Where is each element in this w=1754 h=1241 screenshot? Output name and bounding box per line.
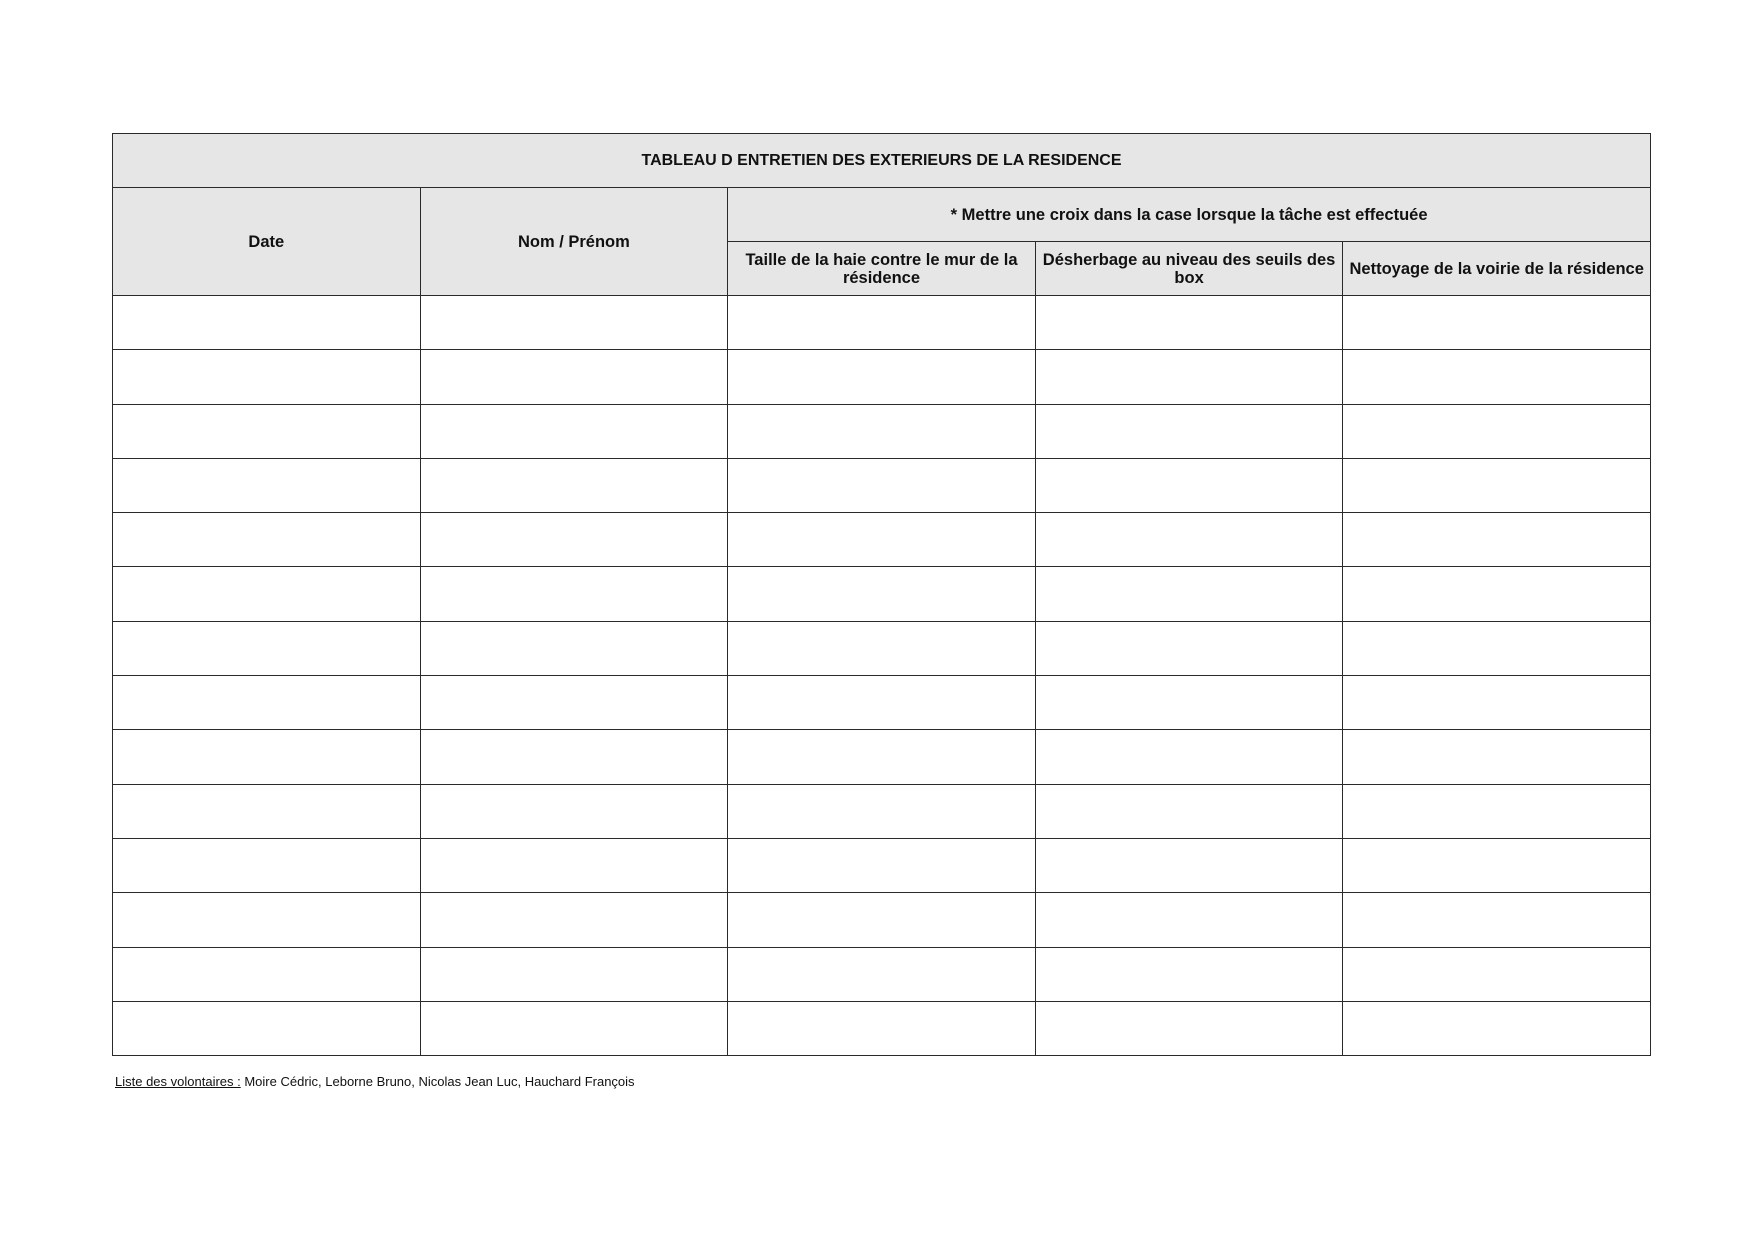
date-cell[interactable] xyxy=(113,458,421,512)
hedge-check-cell[interactable] xyxy=(728,513,1036,567)
table-row xyxy=(113,730,1651,784)
hedge-check-cell[interactable] xyxy=(728,296,1036,350)
hedge-check-cell[interactable] xyxy=(728,458,1036,512)
task-header-hedge: Taille de la haie contre le mur de la résidence xyxy=(728,242,1036,296)
date-cell[interactable] xyxy=(113,404,421,458)
date-cell[interactable] xyxy=(113,350,421,404)
hedge-check-cell[interactable] xyxy=(728,621,1036,675)
road-cleaning-check-cell[interactable] xyxy=(1343,893,1651,947)
date-cell[interactable] xyxy=(113,893,421,947)
weeding-check-cell[interactable] xyxy=(1035,296,1343,350)
name-cell[interactable] xyxy=(420,404,728,458)
date-cell[interactable] xyxy=(113,784,421,838)
weeding-check-cell[interactable] xyxy=(1035,947,1343,1001)
weeding-check-cell[interactable] xyxy=(1035,893,1343,947)
task-header-weeding: Désherbage au niveau des seuils des box xyxy=(1035,242,1343,296)
name-cell[interactable] xyxy=(420,947,728,1001)
date-cell[interactable] xyxy=(113,1001,421,1055)
road-cleaning-check-cell[interactable] xyxy=(1343,567,1651,621)
weeding-check-cell[interactable] xyxy=(1035,730,1343,784)
road-cleaning-check-cell[interactable] xyxy=(1343,350,1651,404)
maintenance-sheet xyxy=(112,133,1650,1056)
road-cleaning-check-cell[interactable] xyxy=(1343,404,1651,458)
weeding-check-cell[interactable] xyxy=(1035,838,1343,892)
road-cleaning-check-cell[interactable] xyxy=(1343,621,1651,675)
date-cell[interactable] xyxy=(113,567,421,621)
road-cleaning-check-cell[interactable] xyxy=(1343,458,1651,512)
name-cell[interactable] xyxy=(420,1001,728,1055)
road-cleaning-check-cell[interactable] xyxy=(1343,513,1651,567)
hedge-check-cell[interactable] xyxy=(728,947,1036,1001)
date-cell[interactable] xyxy=(113,676,421,730)
road-cleaning-check-cell[interactable] xyxy=(1343,730,1651,784)
volunteers-names: Moire Cédric, Leborne Bruno, Nicolas Jean Luc, Hauchard François xyxy=(240,1074,635,1089)
hedge-check-cell[interactable] xyxy=(728,784,1036,838)
name-cell[interactable] xyxy=(420,513,728,567)
volunteers-label: Liste des volontaires : xyxy=(115,1074,241,1089)
road-cleaning-check-cell[interactable] xyxy=(1343,296,1651,350)
date-cell[interactable] xyxy=(113,513,421,567)
date-cell[interactable] xyxy=(113,730,421,784)
table-row xyxy=(113,1001,1651,1055)
weeding-check-cell[interactable] xyxy=(1035,404,1343,458)
road-cleaning-check-cell[interactable] xyxy=(1343,784,1651,838)
table-row xyxy=(113,404,1651,458)
weeding-check-cell[interactable] xyxy=(1035,567,1343,621)
task-header-road-cleaning: Nettoyage de la voirie de la résidence xyxy=(1343,242,1651,296)
date-cell[interactable] xyxy=(113,947,421,1001)
table-row xyxy=(113,676,1651,730)
volunteers-note xyxy=(115,1074,635,1089)
name-cell[interactable] xyxy=(420,567,728,621)
name-cell[interactable] xyxy=(420,296,728,350)
road-cleaning-check-cell[interactable] xyxy=(1343,838,1651,892)
hedge-check-cell[interactable] xyxy=(728,1001,1036,1055)
table-row xyxy=(113,567,1651,621)
name-cell[interactable] xyxy=(420,350,728,404)
name-column-header: Nom / Prénom xyxy=(420,188,728,296)
weeding-check-cell[interactable] xyxy=(1035,784,1343,838)
table-row xyxy=(113,893,1651,947)
date-column-header: Date xyxy=(113,188,421,296)
table-row xyxy=(113,350,1651,404)
hedge-check-cell[interactable] xyxy=(728,567,1036,621)
hedge-check-cell[interactable] xyxy=(728,676,1036,730)
table-body xyxy=(113,296,1651,1056)
hedge-check-cell[interactable] xyxy=(728,838,1036,892)
table-row xyxy=(113,784,1651,838)
hedge-check-cell[interactable] xyxy=(728,893,1036,947)
name-cell[interactable] xyxy=(420,893,728,947)
weeding-check-cell[interactable] xyxy=(1035,621,1343,675)
road-cleaning-check-cell[interactable] xyxy=(1343,1001,1651,1055)
instruction-header: * Mettre une croix dans la case lorsque la tâche est effectuée xyxy=(728,188,1651,242)
date-cell[interactable] xyxy=(113,296,421,350)
name-cell[interactable] xyxy=(420,784,728,838)
hedge-check-cell[interactable] xyxy=(728,350,1036,404)
table-row xyxy=(113,296,1651,350)
table-title: TABLEAU D ENTRETIEN DES EXTERIEURS DE LA RESIDENCE xyxy=(113,134,1651,188)
table-row xyxy=(113,513,1651,567)
table-row xyxy=(113,838,1651,892)
table-row xyxy=(113,458,1651,512)
weeding-check-cell[interactable] xyxy=(1035,458,1343,512)
table-row xyxy=(113,621,1651,675)
road-cleaning-check-cell[interactable] xyxy=(1343,947,1651,1001)
name-cell[interactable] xyxy=(420,838,728,892)
maintenance-table xyxy=(112,133,1651,1056)
weeding-check-cell[interactable] xyxy=(1035,513,1343,567)
date-cell[interactable] xyxy=(113,838,421,892)
name-cell[interactable] xyxy=(420,676,728,730)
name-cell[interactable] xyxy=(420,458,728,512)
hedge-check-cell[interactable] xyxy=(728,730,1036,784)
road-cleaning-check-cell[interactable] xyxy=(1343,676,1651,730)
weeding-check-cell[interactable] xyxy=(1035,1001,1343,1055)
hedge-check-cell[interactable] xyxy=(728,404,1036,458)
weeding-check-cell[interactable] xyxy=(1035,350,1343,404)
weeding-check-cell[interactable] xyxy=(1035,676,1343,730)
name-cell[interactable] xyxy=(420,730,728,784)
date-cell[interactable] xyxy=(113,621,421,675)
name-cell[interactable] xyxy=(420,621,728,675)
table-row xyxy=(113,947,1651,1001)
